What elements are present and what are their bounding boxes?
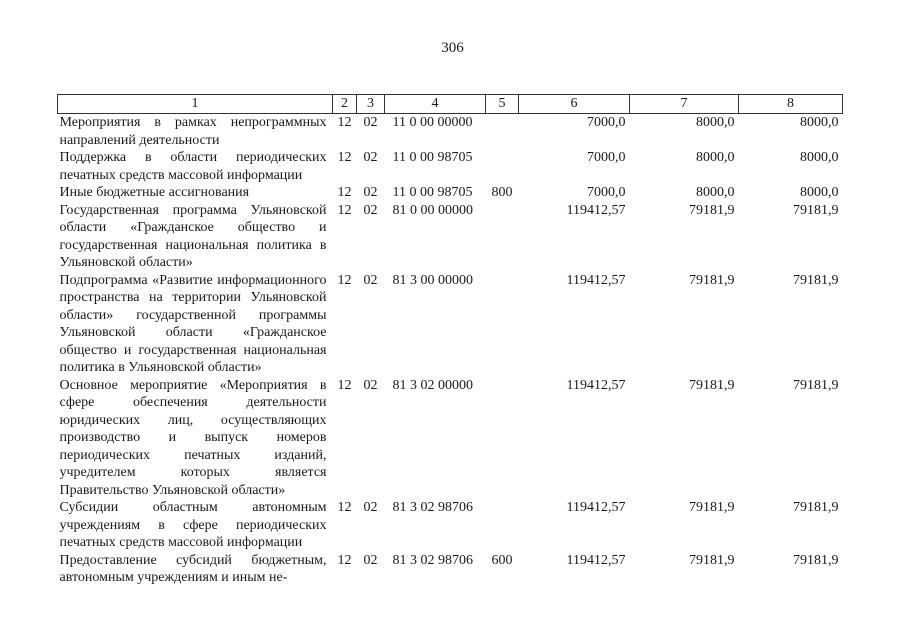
row-value-col7: 79181,9 (689, 500, 735, 515)
header-cell-6: 6 (519, 95, 630, 114)
row-subsection-cell: 02 (363, 272, 378, 288)
row-subsection-cell: 02 (363, 150, 378, 165)
row-value-col8: 79181,9 (793, 552, 839, 568)
page-number: 306 (441, 40, 464, 56)
row-expense-type-cell: 600 (491, 552, 513, 568)
row-section-cell: 12 (337, 185, 352, 200)
row-target-article-cell: 81 0 00 00000 (392, 202, 473, 218)
row-name-cell: Основное мероприятие «Мероприятия в сфере обеспечения деятельности юридических лиц, осуществляющих производство и выпуск номеров периодических печатных изданий, учредителем которых является Правительство Ульяновской области» (59, 377, 327, 498)
row-subsection-cell: 02 (363, 500, 378, 515)
row-value-col7: 8000,0 (696, 150, 735, 165)
row-value-col7: 8000,0 (696, 115, 735, 130)
row-expense-type-cell (486, 272, 519, 377)
row-name-cell: Предоставление субсидий бюджетным, автономным учреждениям и иным не- (59, 552, 327, 585)
table-header-row (58, 95, 843, 114)
table-row (58, 149, 843, 184)
row-name-cell: Мероприятия в рамках непрограммных направлений деятельности (59, 115, 327, 148)
row-section-cell: 12 (337, 377, 352, 393)
row-section-cell: 12 (337, 500, 352, 515)
header-cell-7: 7 (630, 95, 739, 114)
row-name-cell: Поддержка в области периодических печатных средств массовой информации (59, 150, 327, 183)
table-row (58, 202, 843, 272)
header-cell-2: 2 (333, 95, 357, 114)
row-section-cell: 12 (337, 552, 352, 568)
row-value-col7: 8000,0 (696, 185, 735, 200)
row-expense-type-cell (486, 114, 519, 150)
row-subsection-cell: 02 (363, 202, 378, 218)
row-target-article-cell: 81 3 02 00000 (392, 377, 473, 393)
row-value-col6: 7000,0 (587, 185, 626, 200)
row-subsection-cell: 02 (363, 552, 378, 568)
header-cell-3: 3 (357, 95, 385, 114)
table-row (58, 184, 843, 202)
row-section-cell: 12 (337, 150, 352, 165)
row-target-article-cell: 11 0 00 00000 (392, 115, 473, 130)
table-row (58, 114, 843, 150)
row-target-article-cell: 81 3 00 00000 (392, 272, 473, 288)
row-target-article-cell: 81 3 02 98706 (392, 552, 473, 568)
row-value-col8: 8000,0 (800, 150, 839, 165)
row-value-col6: 119412,57 (566, 500, 626, 515)
header-cell-4: 4 (385, 95, 486, 114)
row-value-col8: 79181,9 (793, 377, 839, 393)
row-expense-type-cell (486, 377, 519, 500)
row-subsection-cell: 02 (363, 115, 378, 130)
row-subsection-cell: 02 (363, 185, 378, 200)
row-expense-type-cell (486, 202, 519, 272)
table-row (58, 377, 843, 500)
row-section-cell: 12 (337, 202, 352, 218)
row-value-col8: 79181,9 (793, 202, 839, 218)
table-row (58, 272, 843, 377)
row-value-col6: 7000,0 (587, 150, 626, 165)
row-value-col8: 8000,0 (800, 115, 839, 130)
row-name-cell: Подпрограмма «Развитие информационного пространства на территории Ульяновской области» государственной программы Ульяновской области «Гражданское общество и государственная национальная политика в Ульяновской области» (59, 272, 327, 375)
header-cell-1: 1 (58, 95, 333, 114)
row-name-cell: Субсидии областным автономным учреждениям в сфере периодических печатных средств массовой информации (59, 500, 327, 550)
row-name-cell: Государственная программа Ульяновской области «Гражданское общество и государственная национальная политика в Ульяновской области» (59, 202, 327, 270)
row-value-col7: 79181,9 (689, 202, 735, 218)
row-expense-type-cell (486, 499, 519, 552)
row-value-col6: 119412,57 (566, 272, 626, 288)
row-value-col6: 119412,57 (566, 377, 626, 393)
row-value-col8: 79181,9 (793, 500, 839, 515)
row-value-col7: 79181,9 (689, 377, 735, 393)
row-section-cell: 12 (337, 115, 352, 130)
row-section-cell: 12 (337, 272, 352, 288)
row-target-article-cell: 81 3 02 98706 (392, 500, 473, 515)
row-target-article-cell: 11 0 00 98705 (392, 185, 473, 200)
header-cell-8: 8 (739, 95, 843, 114)
row-value-col6: 7000,0 (587, 115, 626, 130)
row-expense-type-cell: 800 (491, 185, 513, 200)
header-cell-5: 5 (486, 95, 519, 114)
row-target-article-cell: 11 0 00 98705 (392, 150, 473, 165)
table-row (58, 499, 843, 552)
row-value-col8: 79181,9 (793, 272, 839, 288)
row-value-col8: 8000,0 (800, 185, 839, 200)
row-subsection-cell: 02 (363, 377, 378, 393)
row-value-col6: 119412,57 (566, 552, 626, 568)
row-value-col7: 79181,9 (689, 272, 735, 288)
table-row (58, 552, 843, 587)
budget-table (57, 94, 843, 587)
row-expense-type-cell (486, 149, 519, 184)
row-name-cell: Иные бюджетные ассигнования (59, 185, 250, 200)
row-value-col6: 119412,57 (566, 202, 626, 218)
row-value-col7: 79181,9 (689, 552, 735, 568)
